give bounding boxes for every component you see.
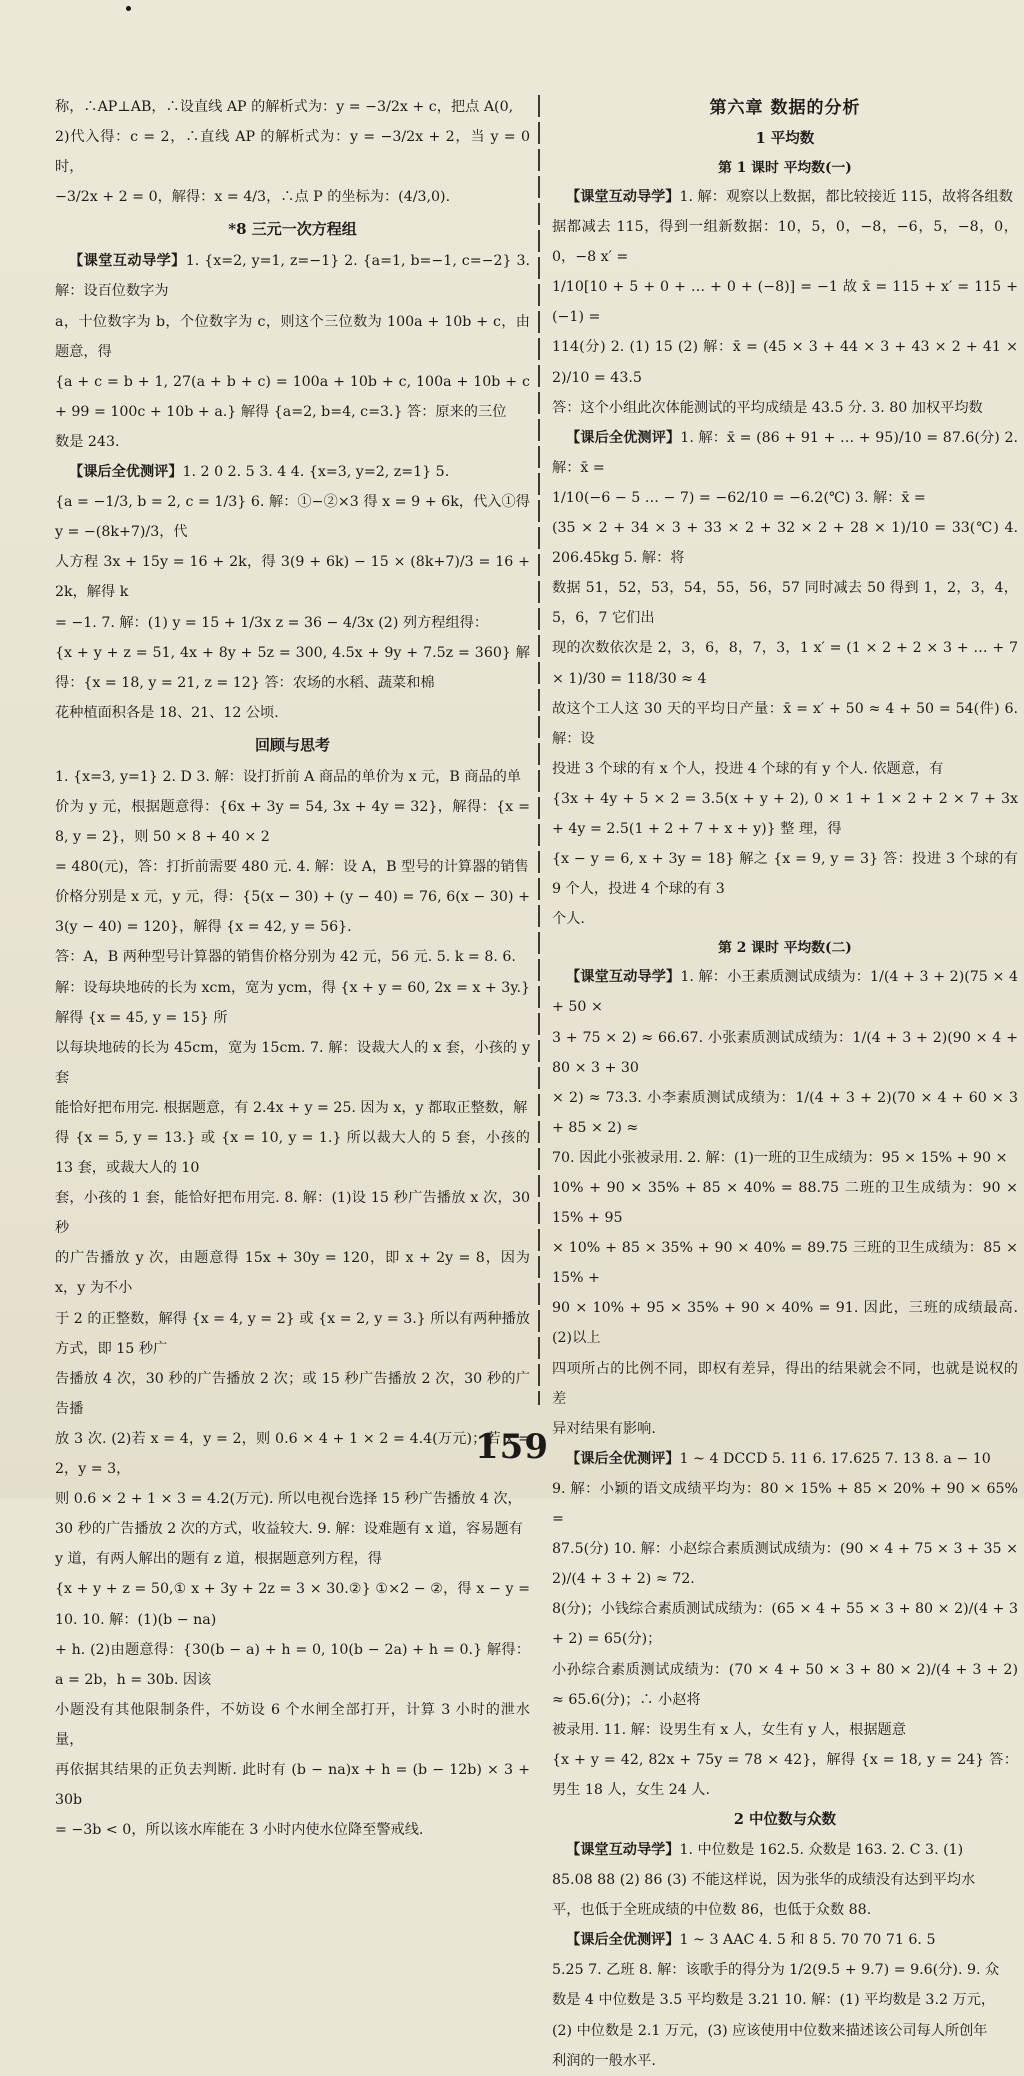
text-line: 放 3 次. (2)若 x = 4，y = 2，则 0.6 × 4 + 1 × 2 = 4.4(万元)；若 x = 2，y = 3，: [55, 1430, 530, 1478]
review-body: [55, 762, 530, 1845]
lesson-1-title: 第 1 课时 平均数(一): [718, 160, 852, 176]
section-tag: 【课堂互动导学】: [566, 969, 681, 986]
text-line: 四项所占的比例不同，即权有差异，得出的结果就会不同，也就是说权的差: [552, 1360, 1018, 1407]
text-line: (2) 中位数是 2.1 万元，(3) 应该使用中位数来描述该公司每人所创年: [552, 2022, 988, 2039]
review-title: 回顾与思考: [254, 735, 330, 754]
text-line: 能恰好把布用完. 根据题意，有 2.4x + y = 25. 因为 x，y 都取正整数，解: [55, 1099, 528, 1116]
section-tag: 【课后全优测评】: [69, 464, 183, 481]
text-line: 3 + 75 × 2) ≈ 66.67. 小张素质测试成绩为：1/(4 + 3 + 2)(90 × 4 + 80 × 3 + 30: [552, 1029, 1018, 1076]
text-line: 1/10[10 + 5 + 0 + … + 0 + (−8)] = −1 故 x̄ = 115 + x′ = 115 + (−1) =: [552, 279, 1018, 326]
section-tag: 【课堂互动导学】: [566, 1841, 680, 1858]
lesson-1-body: [552, 182, 1018, 934]
text-line: {x + y + z = 50,① x + 3y + 2z = 3 × 30.②} ①×2 − ②，得 x − y = 10. 10. 解：(1)(b − na): [55, 1581, 530, 1628]
text-line: 称，∴AP⊥AB，∴设直线 AP 的解析式为：y = −3/2x + c，把点 A(0,: [55, 99, 514, 115]
section-1-title: 1 平均数: [755, 130, 815, 147]
text-line: 以每块地砖的长为 45cm，宽为 15cm. 7. 解：设裁大人的 x 套，小孩的 y 套: [55, 1039, 530, 1086]
text-line: 答：A，B 两种型号计算器的销售价格分别为 42 元，56 元. 5. k = 8. 6.: [55, 949, 516, 966]
text-line: 【课堂互动导学】1. 解：观察以上数据，都比较接近 115，故将各组数: [566, 189, 1013, 205]
text-line: + h. (2)由题意得：{30(b − a) + h = 0, 10(b − 2a) + h = 0.} 解得：a = 2b，h = 30b. 因该: [55, 1641, 530, 1688]
text-line: 【课后全优测评】1. 解：x̄ = (86 + 91 + … + 95)/10 = 87.6(分) 2. 解：x̄ =: [552, 429, 1018, 476]
text-line: 花种植面积各是 18、21、12 公顷.: [55, 704, 279, 721]
text-line: 【课堂互动导学】1. {x=2, y=1, z=−1} 2. {a=1, b=−1, c=−2} 3. 解：设百位数字为: [55, 253, 530, 300]
text-line: 1/10(−6 − 5 … − 7) = −62/10 = −6.2(℃) 3. 解：x̄ =: [552, 489, 926, 506]
right-column: [552, 92, 1018, 2076]
text-line: 数据 51，52，53，54，55，56，57 同时减去 50 得到 1，2，3，4，5，6，7 它们出: [552, 580, 1018, 627]
text-line: = −1. 7. 解：(1) y = 15 + 1/3x z = 36 − 4/3x (2) 列方程组得：: [55, 614, 489, 631]
text-line: {3x + 4y + 5 × 2 = 3.5(x + y + 2), 0 × 1 + 1 × 2 + 2 × 7 + 3x + 4y = 2.5(1 + 2 + 7 + x + y)} 整 理，得: [552, 790, 1018, 837]
text-line: 9. 解：小颖的语文成绩平均为：80 × 15% + 85 × 20% + 90 × 65% =: [552, 1480, 1018, 1528]
text-line: 114(分) 2. (1) 15 (2) 解：x̄ = (45 × 3 + 44 × 3 + 43 × 2 + 41 × 2)/10 = 43.5: [552, 339, 1018, 386]
lesson-2-body: [552, 962, 1018, 1805]
text-line: 30 秒的广告播放 2 次的方式，收益较大. 9. 解：设难题有 x 道，容易题有: [55, 1521, 523, 1538]
text-line: 【课堂互动导学】1. 解：小王素质测试成绩为：1/(4 + 3 + 2)(75 × 4 + 50 ×: [552, 969, 1018, 1016]
text-line: = 480(元)，答：打折前需要 480 元. 4. 解：设 A，B 型号的计算器的销售: [55, 859, 529, 876]
text-line: 数是 4 中位数是 3.5 平均数是 3.21 10. 解：(1) 平均数是 3.2 万元，: [552, 1992, 996, 2009]
text-line: 【课后全优测评】1. 2 0 2. 5 3. 4 4. {x=3, y=2, z=1} 5.: [69, 464, 450, 481]
text-line: {a + c = b + 1, 27(a + b + c) = 100a + 10b + c, 100a + 10b + c + 99 = 100c + 10b + a.} 解得 {a=2, b=4, c=3.} 答：原来的三位: [55, 373, 530, 420]
lesson-2-title: 第 2 课时 平均数(二): [718, 940, 852, 957]
text-line: 解：设每块地砖的长为 xcm，宽为 ycm，得 {x + y = 60, 2x = x + 3y.} 解得 {x = 45, y = 15} 所: [55, 979, 530, 1026]
text-line: (35 × 2 + 34 × 3 + 33 × 2 + 32 × 2 + 28 × 1)/10 = 33(℃) 4. 206.45kg 5. 解：将: [552, 520, 1018, 567]
text-line: 10% + 90 × 35% + 85 × 40% = 88.75 二班的卫生成绩为：90 × 15% + 95: [552, 1180, 1018, 1227]
chapter-title: 第六章 数据的分析: [709, 98, 861, 118]
section-tag: 【课后全优测评】: [566, 1450, 680, 1467]
text-line: {x + y = 42, 82x + 75y = 78 × 42}，解得 {x = 18, y = 24} 答：男生 18 人，女生 24 人.: [552, 1751, 1018, 1798]
text-line: 【课后全优测评】1 ~ 4 DCCD 5. 11 6. 17.625 7. 13 8. a − 10: [566, 1450, 991, 1467]
text-line: 个人.: [552, 911, 585, 928]
text-line: 1. {x=3, y=1} 2. D 3. 解：设打折前 A 商品的单价为 x 元，B 商品的单: [55, 768, 522, 785]
text-line: 于 2 的正整数，解得 {x = 4, y = 2} 或 {x = 2, y = 3.} 所以有两种播放方式，即 15 秒广: [55, 1310, 530, 1357]
text-line: 的广告播放 y 次，由题意得 15x + 30y = 120，即 x + 2y = 8，因为 x，y 为不小: [55, 1250, 530, 1297]
text-line: 数是 243.: [55, 433, 120, 450]
text-line: 投进 3 个球的有 x 个人，投进 4 个球的有 y 个人. 依题意，有: [552, 760, 944, 777]
section-8-title: *8 三元一次方程组: [228, 220, 357, 239]
text-line: 告播放 4 次，30 秒的广告播放 2 次；或 15 秒广告播放 2 次，30 秒的广告播: [55, 1370, 530, 1417]
section-tag: 【课堂互动导学】: [566, 189, 680, 205]
text-line: 2)代入得：c = 2，∴直线 AP 的解析式为：y = −3/2x + 2，当 y = 0 时，: [55, 129, 530, 176]
ink-speck: [126, 6, 131, 11]
text-line: 8(分)；小钱综合素质测试成绩为：(65 × 4 + 55 × 3 + 80 × 2)/(4 + 3 + 2) = 65(分)；: [552, 1601, 1018, 1648]
text-line: 价格分别是 x 元，y 元，得：{5(x − 30) + (y − 40) = 76, 6(x − 30) + 3(y − 40) = 120}，解得 {x = 42, y = 56}.: [55, 889, 530, 936]
text-line: 小孙综合素质测试成绩为：(70 × 4 + 50 × 3 + 80 × 2)/(4 + 3 + 2) ≈ 65.6(分)；∴ 小赵将: [552, 1661, 1018, 1708]
section-tag: 【课后全优测评】: [566, 1932, 680, 1949]
text-line: 故这个工人这 30 天的平均日产量：x̄ = x′ + 50 ≈ 4 + 50 = 54(件) 6. 解：设: [552, 700, 1018, 747]
text-line: 【课后全优测评】1 ~ 3 AAC 4. 5 和 8 5. 70 70 71 6. 5: [566, 1932, 936, 1949]
page-number: 159: [475, 1427, 549, 1467]
text-line: 90 × 10% + 95 × 35% + 90 × 40% = 91. 因此，三班的成绩最高. (2)以上: [552, 1300, 1018, 1347]
text-line: 现的次数依次是 2，3，6，8，7，3，1 x′ = (1 × 2 + 2 × 3 + … + 7 × 1)/30 = 118/30 ≈ 4: [552, 640, 1018, 687]
text-line: 平，也低于全班成绩的中位数 86，也低于众数 88.: [552, 1902, 872, 1919]
text-line: 85.08 88 (2) 86 (3) 不能这样说，因为张华的成绩没有达到平均水: [552, 1872, 976, 1889]
text-line: y 道，有两人解出的题有 z 道，根据题意列方程，得: [55, 1551, 382, 1568]
section-tag: 【课堂互动导学】: [69, 253, 186, 270]
section-2-title: 2 中位数与众数: [733, 1810, 837, 1828]
text-line: 利润的一般水平.: [552, 2052, 656, 2069]
text-line: 5.25 7. 乙班 8. 解：该歌手的得分为 1/2(9.5 + 9.7) = 9.6(分). 9. 众: [552, 1962, 1000, 1979]
text-line: 再依据其结果的正负去判断. 此时有 (b − na)x + h = (b − 12b) × 3 + 30b: [55, 1761, 530, 1809]
text-line: 被录用. 11. 解：设男生有 x 人，女生有 y 人，根据题意: [552, 1721, 906, 1738]
text-line: {x + y + z = 51, 4x + 8y + 5z = 300, 4.5x + 9y + 7.5z = 360} 解得：{x = 18, y = 21, z = 12} 答：农场的水稻、蔬菜和棉: [55, 644, 530, 691]
text-line: 人方程 3x + 15y = 16 + 2k，得 3(9 + 6k) − 15 × (8k+7)/3 = 16 + 2k，解得 k: [55, 554, 530, 601]
text-line: × 10% + 85 × 35% + 90 × 40% = 89.75 三班的卫生成绩为：85 × 15% +: [552, 1240, 1018, 1287]
section-2-body: [552, 1835, 1018, 2076]
text-line: −3/2x + 2 = 0，解得：x = 4/3，∴点 P 的坐标为：(4/3,0).: [55, 189, 451, 206]
text-line: × 2) ≈ 73.3. 小李素质测试成绩为：1/(4 + 3 + 2)(70 × 4 + 60 × 3 + 85 × 2) ≈: [552, 1089, 1018, 1136]
text-line: 【课堂互动导学】1. 中位数是 162.5. 众数是 163. 2. C 3. (1): [566, 1841, 964, 1858]
text-line: 异对结果有影响.: [552, 1420, 656, 1437]
text-line: = −3b < 0，所以该水库能在 3 小时内使水位降至警戒线.: [55, 1822, 424, 1839]
text-line: {a = −1/3, b = 2, c = 1/3} 6. 解：①−②×3 得 x = 9 + 6k，代入①得 y = −(8k+7)/3，代: [55, 494, 530, 541]
section-tag: 【课后全优测评】: [566, 429, 681, 446]
text-line: 答：这个小组此次体能测试的平均成绩是 43.5 分. 3. 80 加权平均数: [552, 399, 983, 416]
text-line: 价为 y 元，根据题意得：{6x + 3y = 54, 3x + 4y = 32}，解得：{x = 8, y = 2}，则 50 × 8 + 40 × 2: [55, 798, 530, 846]
text-line: 则 0.6 × 2 + 1 × 3 = 4.2(万元). 所以电视台选择 15 秒广告播放 4 次，: [55, 1491, 522, 1508]
text-line: 70. 因此小张被录用. 2. 解：(1)一班的卫生成绩为：95 × 15% + 90 ×: [552, 1149, 1008, 1166]
text-line: a，十位数字为 b，个位数字为 c，则这个三位数为 100a + 10b + c，由题意，得: [55, 313, 530, 360]
text-line: {x − y = 6, x + 3y = 18} 解之 {x = 9, y = 3} 答：投进 3 个球的有 9 个人，投进 4 个球的有 3: [552, 851, 1018, 898]
text-line: 87.5(分) 10. 解：小赵综合素质测试成绩为：(90 × 4 + 75 × 3 + 35 × 2)/(4 + 3 + 2) ≈ 72.: [552, 1541, 1018, 1588]
text-line: 小题没有其他限制条件，不妨设 6 个水闸全部打开，计算 3 小时的泄水量，: [55, 1701, 530, 1748]
section-8-body: [55, 246, 530, 728]
text-line: 得 {x = 5, y = 13.} 或 {x = 10, y = 1.} 所以裁大人的 5 套，小孩的 13 套，或裁大人的 10: [55, 1130, 530, 1177]
text-line: 据都减去 115，得到一组新数据：10，5，0，−8，−6，5，−8，0，0，−8 x′ =: [552, 219, 1018, 266]
intro-block: [55, 92, 530, 212]
text-line: 套，小孩的 1 套，能恰好把布用完. 8. 解：(1)设 15 秒广告播放 x 次，30 秒: [55, 1190, 530, 1237]
column-divider: [538, 95, 540, 1405]
left-column: [55, 92, 530, 1845]
